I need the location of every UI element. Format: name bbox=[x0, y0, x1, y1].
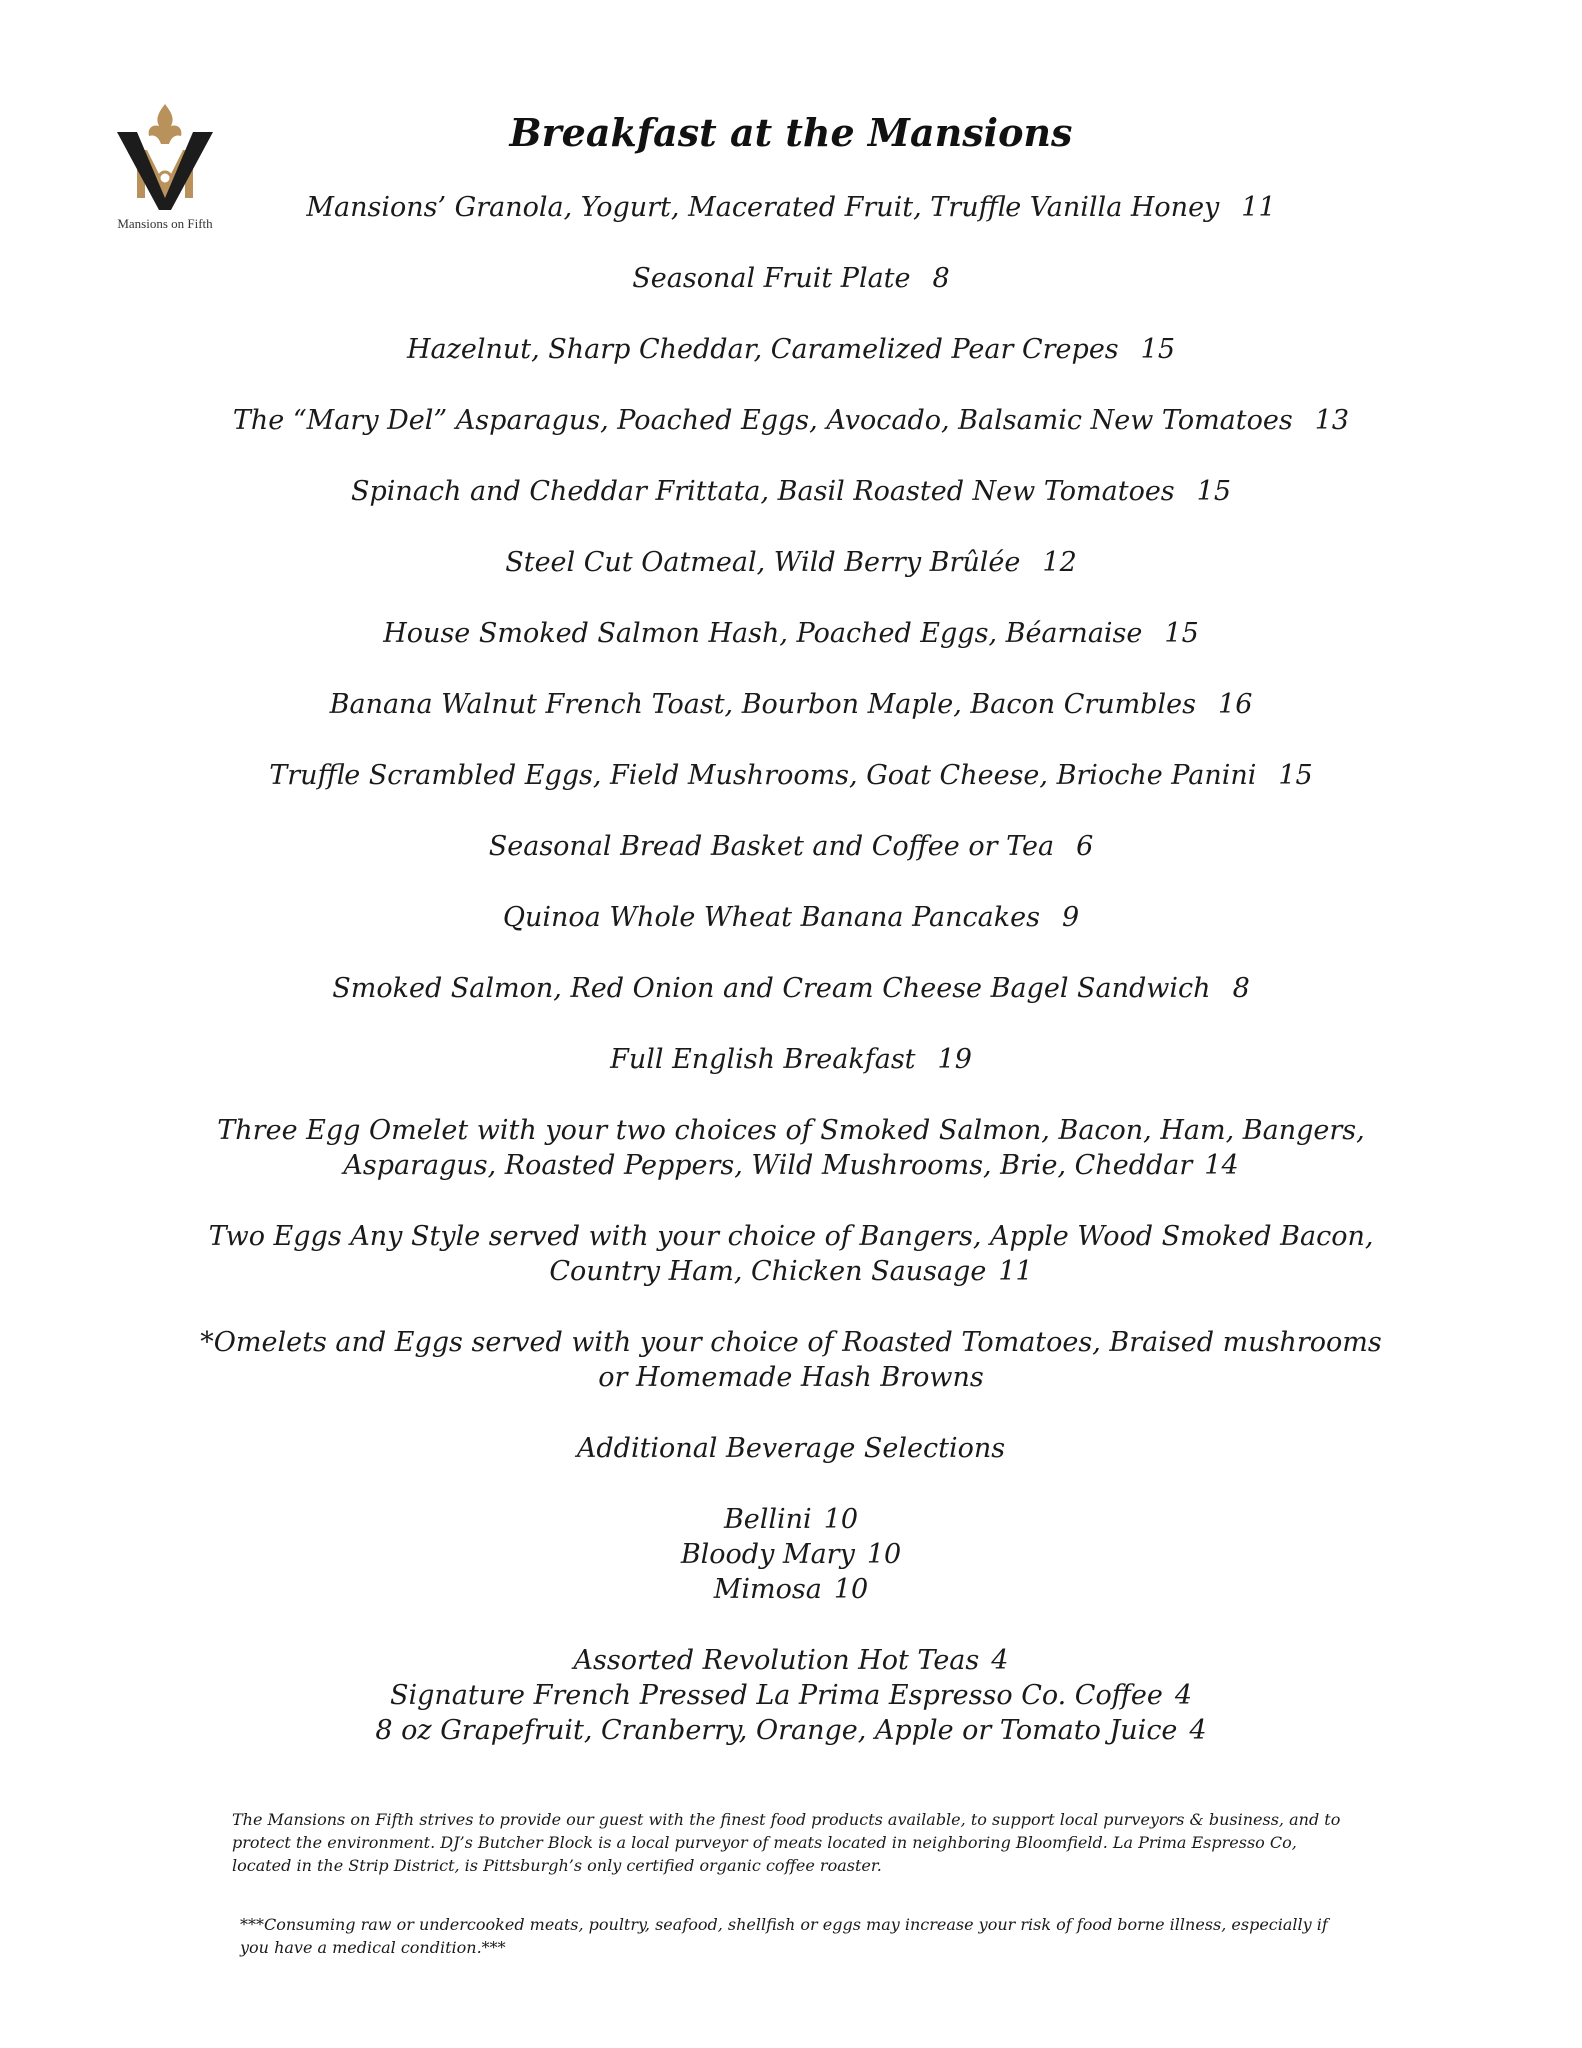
cocktail-list bbox=[200, 1502, 1382, 1607]
item-name: Two Eggs Any Style served with your choice of Bangers, Apple Wood Smoked Bacon, Country Ham, Chicken Sausage bbox=[208, 1221, 1374, 1287]
page-title: Breakfast at the Mansions bbox=[509, 110, 1073, 155]
menu-item bbox=[200, 261, 1382, 296]
beverage-item bbox=[200, 1572, 1382, 1607]
item-price: 11 bbox=[998, 1256, 1033, 1287]
beverage-price: 4 bbox=[1189, 1715, 1207, 1746]
item-name: Seasonal Bread Basket and Coffee or Tea bbox=[488, 831, 1055, 862]
beverage-item bbox=[200, 1502, 1382, 1537]
beverage-name: Mimosa bbox=[713, 1574, 822, 1605]
menu-item bbox=[200, 829, 1382, 864]
logo-caption: Mansions on Fifth bbox=[117, 216, 213, 231]
menu-item bbox=[200, 1113, 1382, 1183]
beverage-price: 10 bbox=[866, 1539, 902, 1570]
item-price: 9 bbox=[1061, 902, 1080, 933]
item-name: Seasonal Fruit Plate bbox=[632, 263, 911, 294]
item-price: 15 bbox=[1140, 334, 1176, 365]
other-beverage-list bbox=[200, 1643, 1382, 1748]
item-name: Smoked Salmon, Red Onion and Cream Cheese Bagel Sandwich bbox=[332, 973, 1211, 1004]
sourcing-footnote: The Mansions on Fifth strives to provide our guest with the finest food products available, to support local purveyors & business, and to protect the environment. DJ’s Butcher Block is a local purveyor of meats located in neighboring Bloomfield. La Prima Espresso Co, located in the Strip District, is Pittsburgh’s only certified organic coffee roaster. bbox=[232, 1810, 1341, 1875]
item-price: 19 bbox=[937, 1044, 972, 1075]
menu-item bbox=[200, 616, 1382, 651]
beverage-price: 4 bbox=[1174, 1680, 1192, 1711]
item-name: Truffle Scrambled Eggs, Field Mushrooms, Goat Cheese, Brioche Panini bbox=[269, 760, 1257, 791]
beverage-name: Bellini bbox=[723, 1504, 812, 1535]
menu-item bbox=[200, 1219, 1382, 1289]
menu-item bbox=[200, 758, 1382, 793]
item-name: Steel Cut Oatmeal, Wild Berry Brûlée bbox=[505, 547, 1021, 578]
beverage-heading: Additional Beverage Selections bbox=[576, 1433, 1006, 1464]
item-name: Mansions’ Granola, Yogurt, Macerated Fruit, Truffle Vanilla Honey bbox=[306, 192, 1220, 223]
item-name: Full English Breakfast bbox=[610, 1044, 916, 1075]
item-price: 15 bbox=[1278, 760, 1313, 791]
beverage-price: 4 bbox=[991, 1645, 1009, 1676]
beverage-name: Bloody Mary bbox=[680, 1539, 855, 1570]
item-price: 14 bbox=[1204, 1150, 1239, 1181]
item-price: 16 bbox=[1218, 689, 1253, 720]
beverage-name: Signature French Pressed La Prima Espresso Co. Coffee bbox=[390, 1680, 1163, 1711]
beverage-item bbox=[200, 1678, 1382, 1713]
item-name: Quinoa Whole Wheat Banana Pancakes bbox=[502, 902, 1040, 933]
beverage-item bbox=[200, 1713, 1382, 1748]
food-safety-warning: ***Consuming raw or undercooked meats, poultry, seafood, shellfish or eggs may increase your risk of food borne illness, especially if you have a medical condition.*** bbox=[240, 1915, 1328, 1957]
item-name: Three Egg Omelet with your two choices of Smoked Salmon, Bacon, Ham, Bangers, Asparagus, Roasted Peppers, Wild Mushrooms, Brie, Cheddar bbox=[217, 1115, 1365, 1181]
menu-item bbox=[200, 190, 1382, 225]
menu-item bbox=[200, 332, 1382, 367]
beverage-price: 10 bbox=[823, 1504, 859, 1535]
menu-item bbox=[200, 1042, 1382, 1077]
item-name: The “Mary Del” Asparagus, Poached Eggs, Avocado, Balsamic New Tomatoes bbox=[232, 405, 1293, 436]
item-name: Banana Walnut French Toast, Bourbon Maple, Bacon Crumbles bbox=[329, 689, 1197, 720]
menu-item bbox=[200, 687, 1382, 722]
item-price: 15 bbox=[1164, 618, 1199, 649]
beverage-item bbox=[200, 1643, 1382, 1678]
menu-item bbox=[200, 971, 1382, 1006]
menu-item bbox=[200, 474, 1382, 509]
menu-item bbox=[200, 545, 1382, 580]
menu-list bbox=[200, 190, 1382, 1784]
beverage-item bbox=[200, 1537, 1382, 1572]
item-price: 6 bbox=[1076, 831, 1094, 862]
menu-item bbox=[200, 900, 1382, 935]
item-price: 12 bbox=[1042, 547, 1077, 578]
item-name: Hazelnut, Sharp Cheddar, Caramelized Pear Crepes bbox=[406, 334, 1119, 365]
item-price: 11 bbox=[1241, 192, 1276, 223]
beverage-name: 8 oz Grapefruit, Cranberry, Orange, Apple or Tomato Juice bbox=[375, 1715, 1178, 1746]
item-price: 13 bbox=[1314, 405, 1350, 436]
item-name: House Smoked Salmon Hash, Poached Eggs, Béarnaise bbox=[383, 618, 1143, 649]
menu-item bbox=[200, 403, 1382, 438]
eggs-note: *Omelets and Eggs served with your choice of Roasted Tomatoes, Braised mushrooms or Homemade Hash Browns bbox=[200, 1327, 1382, 1393]
item-price: 8 bbox=[932, 263, 950, 294]
beverage-name: Assorted Revolution Hot Teas bbox=[573, 1645, 980, 1676]
item-price: 8 bbox=[1232, 973, 1250, 1004]
beverage-price: 10 bbox=[833, 1574, 869, 1605]
item-name: Spinach and Cheddar Frittata, Basil Roasted New Tomatoes bbox=[350, 476, 1175, 507]
item-price: 15 bbox=[1196, 476, 1232, 507]
